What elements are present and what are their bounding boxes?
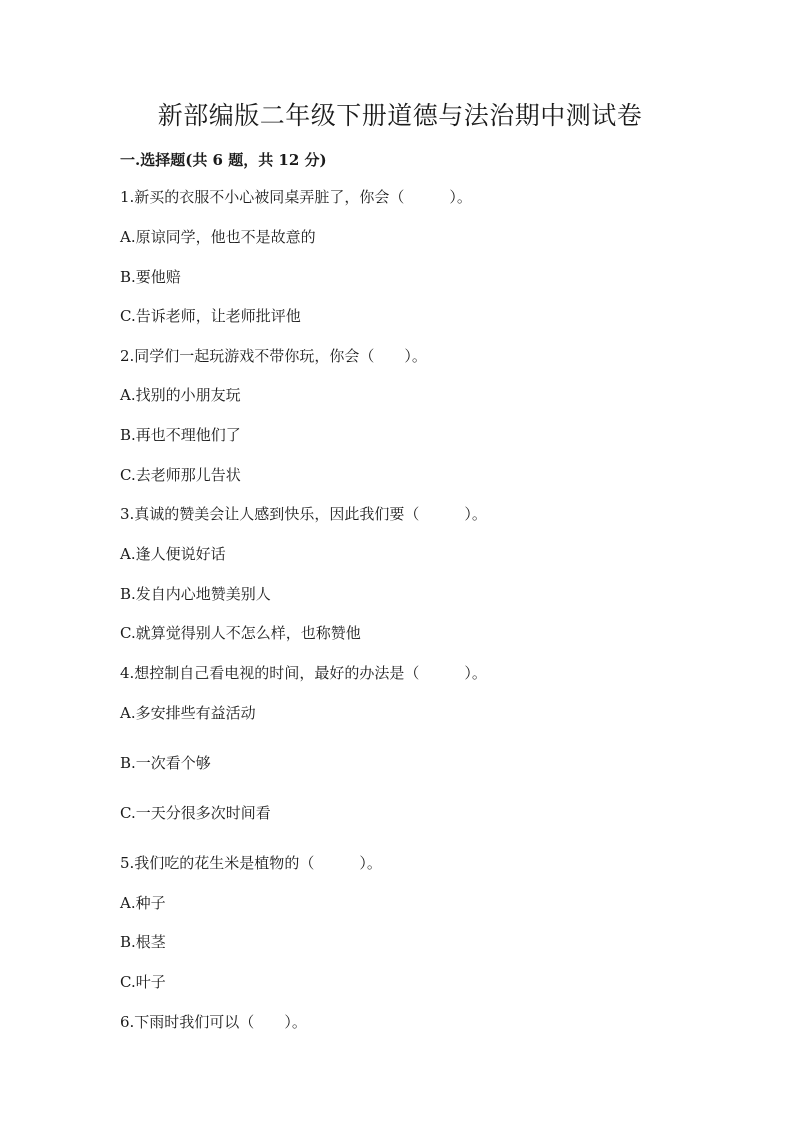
question-1-option-a: A.原谅同学，他也不是故意的 <box>120 228 316 246</box>
question-3-option-a: A.逢人便说好话 <box>120 545 226 563</box>
question-4-stem: 4.想控制自己看电视的时间，最好的办法是（ ）。 <box>120 664 487 682</box>
question-3-stem: 3.真诚的赞美会让人感到快乐，因此我们要（ ）。 <box>120 505 487 523</box>
question-1-option-b: B.要他赔 <box>120 268 181 286</box>
question-6-stem: 6.下雨时我们可以（ ）。 <box>120 1013 307 1031</box>
question-5-option-c: C.叶子 <box>120 973 166 991</box>
question-3-option-c: C.就算觉得别人不怎么样，也称赞他 <box>120 624 361 642</box>
question-5-stem: 5.我们吃的花生米是植物的（ ）。 <box>120 854 382 872</box>
question-2-option-c: C.去老师那儿告状 <box>120 466 241 484</box>
question-2-option-b: B.再也不理他们了 <box>120 426 241 444</box>
question-5-option-b: B.根茎 <box>120 933 166 951</box>
page-title: 新部编版二年级下册道德与法治期中测试卷 <box>157 101 643 130</box>
question-5-option-a: A.种子 <box>120 894 166 912</box>
question-2-option-a: A.找别的小朋友玩 <box>120 386 241 404</box>
question-3-option-b: B.发自内心地赞美别人 <box>120 585 271 603</box>
question-1-option-c: C.告诉老师，让老师批评他 <box>120 307 301 325</box>
question-4-option-b: B.一次看个够 <box>120 754 211 772</box>
question-4-option-c: C.一天分很多次时间看 <box>120 804 271 822</box>
question-4-option-a: A.多安排些有益活动 <box>120 704 256 722</box>
section-heading: 一.选择题(共 6 题，共 12 分) <box>120 151 327 169</box>
question-1-stem: 1.新买的衣服不小心被同桌弄脏了，你会（ ）。 <box>120 188 472 206</box>
question-2-stem: 2.同学们一起玩游戏不带你玩，你会（ ）。 <box>120 347 427 365</box>
